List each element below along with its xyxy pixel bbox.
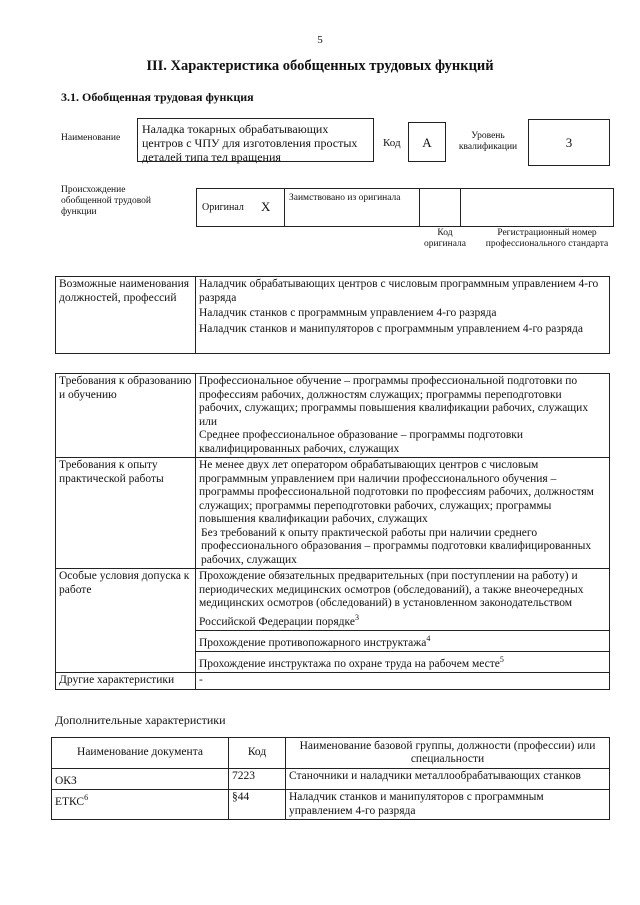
special-cell xyxy=(196,569,610,673)
code-label: Код xyxy=(383,137,401,149)
borrowed-cell xyxy=(284,188,420,227)
doc-cell xyxy=(52,790,229,820)
code-cell: §44 xyxy=(229,790,286,820)
level-label: Уровень квалификации xyxy=(458,131,518,152)
name-label: Наименование xyxy=(61,133,121,143)
education-text: Профессиональное обучение – программы профессиональной подготовки по профессиям рабочих, должностям служащих; программы переподготовки рабочих, служащих; программы повышения квалификации рабочих, служащих xyxy=(199,375,589,414)
position-item: Наладчик станков с программным управлением 4-го разряда xyxy=(199,307,497,319)
doc-cell xyxy=(52,769,229,790)
education-cell xyxy=(196,374,610,458)
experience-cell xyxy=(196,458,610,569)
code-box xyxy=(408,122,446,162)
education-or: или xyxy=(199,415,218,428)
original-cell xyxy=(196,188,285,227)
table-row xyxy=(52,769,610,790)
footnote-ref: 5 xyxy=(499,655,504,665)
experience-label: Требования к опыту практической работы xyxy=(56,458,196,569)
column-header: Наименование документа xyxy=(52,738,229,769)
original-code-cell xyxy=(419,188,461,227)
experience-text-2: Без требований к опыту практической работы при наличии среднего профессионального образования – программы подготовки квалифицированных рабочих, служащих xyxy=(201,526,592,566)
special-item xyxy=(196,569,609,631)
footnote-ref: 4 xyxy=(426,633,431,643)
code-cell: 7223 xyxy=(229,769,286,790)
reg-caption: Регистрационный номер профессионального стандарта xyxy=(485,228,609,249)
column-header: Код xyxy=(229,738,286,769)
origin-label: Происхождение обобщенной трудовой функции xyxy=(61,185,151,217)
special-text-2: Прохождение противопожарного инструктажа xyxy=(199,636,427,649)
footnote-ref: 3 xyxy=(354,612,359,622)
special-label: Особые условия допуска к работе xyxy=(56,569,196,673)
name-cell: Станочники и наладчики металлообрабатывающих станков xyxy=(286,769,610,790)
requirements-table xyxy=(55,373,610,690)
original-mark: Х xyxy=(261,199,271,214)
other-value: - xyxy=(196,673,610,690)
additional-title: Дополнительные характеристики xyxy=(55,713,226,727)
code-caption: Код оригинала xyxy=(424,228,466,249)
special-item xyxy=(196,631,609,652)
original-label: Оригинал xyxy=(202,202,244,213)
section-title: III. Характеристика обобщенных трудовых функций xyxy=(146,58,494,74)
additional-table xyxy=(51,737,610,820)
code-value: А xyxy=(422,135,432,150)
special-item xyxy=(196,652,609,672)
special-text-1: Прохождение обязательных предварительных (при поступлении на работу) и периодических медицинских осмотров (обследований), а также внеочередных медицинских осмотров (обследований) в установленном законодательством Российской Федерации порядке xyxy=(199,570,584,628)
experience-text-1: Не менее двух лет оператором обрабатывающих центров с числовым программным управлением при наличии профессионального обучения – программы профессиональной подготовки по профессиям рабочих, должностям служащих; программы переподготовки рабочих, служащих; программы повышения квалификации рабочих, служащих xyxy=(199,459,594,525)
position-item: Наладчик обрабатывающих центров с числовым программным управлением 4-го разряда xyxy=(199,278,599,304)
education-alt: Среднее профессиональное образование – программы подготовки квалифицированных рабочих, служащих xyxy=(199,429,524,455)
name-cell: Наладчик станков и манипуляторов с программным управлением 4-го разряда xyxy=(286,790,610,820)
name-value: Наладка токарных обрабатывающих центров с ЧПУ для изготовления простых деталей типа тел вращения xyxy=(142,122,358,164)
table-row xyxy=(52,790,610,820)
positions-label: Возможные наименования должностей, профессий xyxy=(56,277,196,354)
name-box xyxy=(137,118,374,162)
subsection-title: 3.1. Обобщенная трудовая функция xyxy=(61,90,254,104)
doc-name: ОКЗ xyxy=(55,774,77,787)
other-label: Другие характеристики xyxy=(56,673,196,690)
positions-table xyxy=(55,276,610,354)
borrowed-label: Заимствовано из оригинала xyxy=(289,193,401,203)
reg-number-cell xyxy=(460,188,614,227)
doc-name: ЕТКС xyxy=(55,796,85,809)
position-item: Наладчик станков и манипуляторов с программным управлением 4-го разряда xyxy=(199,322,583,335)
column-header: Наименование базовой группы, должности (профессии) или специальности xyxy=(286,738,610,769)
level-box xyxy=(528,119,610,166)
footnote-ref: 6 xyxy=(84,793,89,803)
level-value: 3 xyxy=(565,135,573,150)
origin-table xyxy=(196,188,614,227)
page-number: 5 xyxy=(317,34,323,46)
education-label: Требования к образованию и обучению xyxy=(56,374,196,458)
positions-list xyxy=(196,277,610,354)
special-text-3: Прохождение инструктажа по охране труда на рабочем месте xyxy=(199,657,500,670)
